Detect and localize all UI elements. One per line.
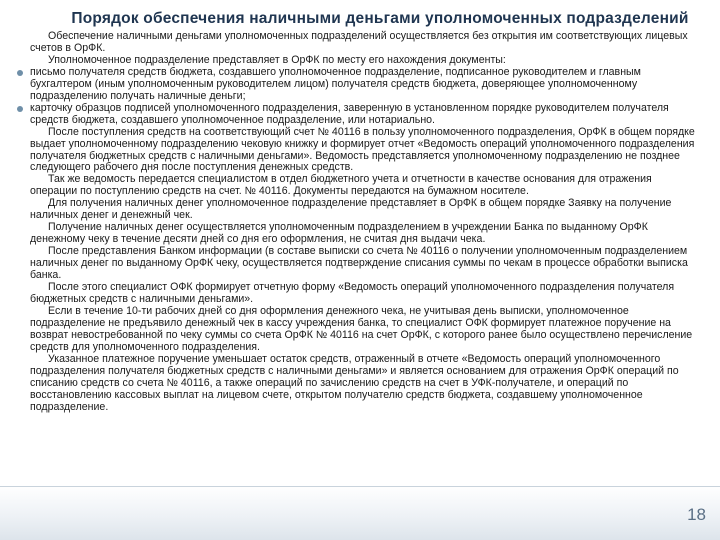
bullet-item-signature-card — [30, 103, 696, 127]
paragraph-cash-receipt: Получение наличных денег осуществляется уполномоченным подразделением в учреждении Банка по выданному ОрФК денежному чеку в течение десяти дней со дня его оформления, не считая дня выдачи чека. — [30, 221, 648, 246]
bullet-icon — [17, 70, 23, 76]
bullet-item-letter — [30, 67, 696, 103]
paragraph-cash-request: Для получения наличных денег уполномоченное подразделение представляет в ОрФК в общем порядке Заявку на получение наличных денег и денежный чек. — [30, 197, 672, 222]
paragraph-receipt: После поступления средств на соответствующий счет № 40116 в пользу уполномоченного подразделения, ОрФК в общем порядке выдает уполномоченному подразделению чековую книжку и формирует отчет «Ведомость операций уполномоченного подразделения получателя бюджетных средств с наличными деньгами». Ведомость представляется уполномоченному подразделению не позднее следующего рабочего дня после поступления денежных средств. — [30, 125, 695, 174]
paragraph-statement-transfer: Так же ведомость передается специалистом в отдел бюджетного учета и отчетности в качестве основания для отражения операции по поступлению средств на счет. № 40116. Документы передаются на бумажном носителе. — [30, 173, 652, 198]
slide-body — [30, 31, 696, 414]
paragraph-report-form: После этого специалист ОФК формирует отчетную форму «Ведомость операций уполномоченного подразделения получателя бюджетных средств с наличными деньгами». — [30, 281, 675, 305]
bullet-text: письмо получателя средств бюджета, создавшего уполномоченное подразделение, подписанное руководителем и главным бухгалтером (иным уполномоченным руководителем лицом) получателя средств бюджета, доверяющее уполномоченному подразделению получать наличные деньги; — [30, 65, 641, 102]
paragraph-bank-info: После представления Банком информации (в составе выписки со счета № 40116 о получении уполномоченным подразделением наличных денег по выданному ОрФК чеку, осуществляется подтверждение списания суммы по чекам в процессе обработки выписка банка. — [30, 245, 688, 282]
page-number: 18 — [687, 505, 706, 524]
paragraph-balance: Указанное платежное поручение уменьшает остаток средств, отраженный в отчете «Ведомость операций уполномоченного подразделения получателя бюджетных средств с наличными деньгами» и является основанием для отражения ОрФК операций по списанию средств со счета № 40116, а также операций по зачислению средств на счет в УФК-получателе, и операций по восстановлению кассовых выплат на лицевом счете, открытом получателю средств бюджета, создавшему уполномоченное подразделение. — [30, 352, 679, 413]
footer-band — [0, 486, 720, 540]
bullet-text: карточку образцов подписей уполномоченного подразделения, заверенную в установленном порядке руководителем получателя средств бюджета, создавшего уполномоченное подразделение, или нотариально. — [30, 101, 669, 126]
paragraph-documents: Уполномоченное подразделение представляет в ОрФК по месту его нахождения документы: — [48, 53, 506, 66]
footer-divider — [0, 486, 720, 487]
slide-title: Порядок обеспечения наличными деньгами уполномоченных подразделений — [71, 10, 689, 27]
bullet-icon — [17, 106, 23, 112]
paragraph-intro: Обеспечение наличными деньгами уполномоченных подразделений осуществляется без открытия им соответствующих лицевых счетов в ОрФК. — [30, 30, 688, 54]
paragraph-return-order: Если в течение 10-ти рабочих дней со дня оформления денежного чека, не учитывая день выписки, уполномоченное подразделение не предъявило денежный чек в кассу учреждения банка, то специалист ОФК формирует платежное поручение на возврат невостребованной по чеку суммы со счета ОрФК № 40116 на счет ОрФК, с которого ранее было осуществлено перечисление средств для уполномоченного подразделения. — [30, 304, 693, 353]
